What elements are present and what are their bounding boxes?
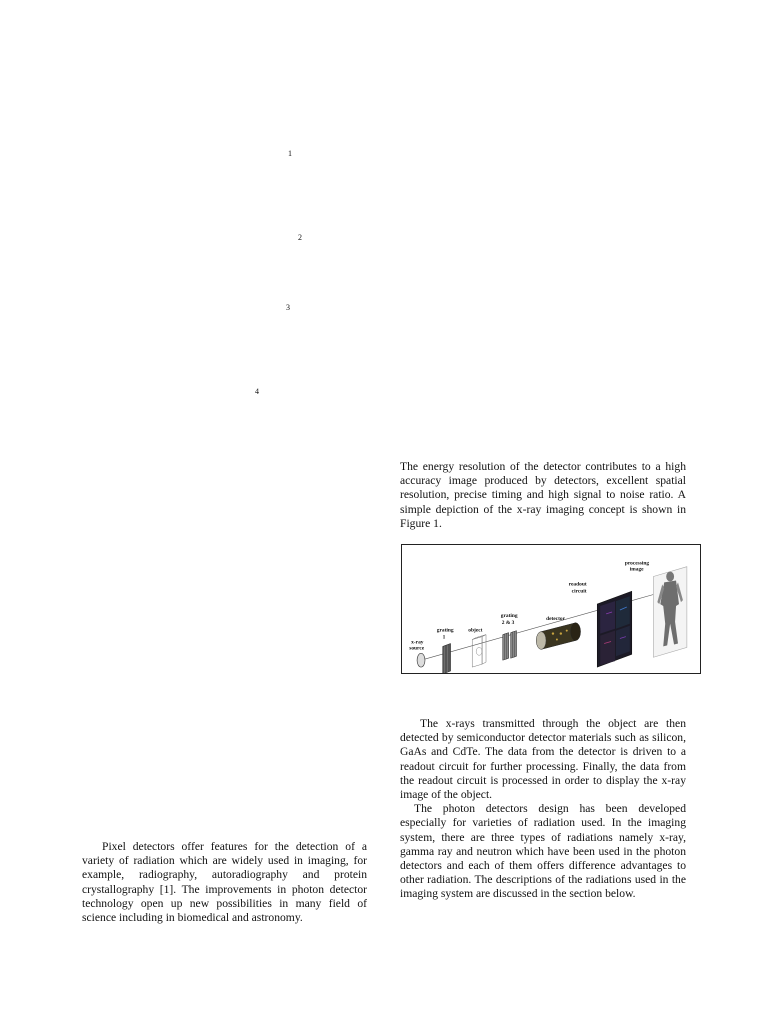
affiliation-mark-4: 4 xyxy=(255,387,259,396)
label-grating-1: grating xyxy=(436,627,454,634)
right-column-bottom xyxy=(400,717,686,902)
detector-shape xyxy=(536,623,580,650)
label-grating-23-num: 2 & 3 xyxy=(501,619,515,626)
object-frame xyxy=(472,637,482,668)
figure-1-xray-imaging-diagram xyxy=(401,544,701,674)
label-processing: processing xyxy=(624,560,650,567)
grating-2-shape xyxy=(503,633,509,661)
right-column-top xyxy=(400,460,686,531)
label-object: object xyxy=(468,627,483,634)
photon-detectors-paragraph: The photon detectors design has been developed especially for varieties of radiation used. In the imaging system, there are three types of radiations namely x-ray, gamma ray and neutron which have been used in the photon detectors and each of them offers difference advantages to other radiation. The descriptions of the radiations used in the imaging system are discussed in the section below. xyxy=(400,802,686,901)
label-processing-2: image xyxy=(629,566,644,573)
processing-image-shape xyxy=(653,567,686,658)
label-grating-23: grating xyxy=(500,612,518,619)
label-detector: detector xyxy=(546,615,565,622)
label-readout: readout xyxy=(568,581,587,588)
label-xray-source-2: source xyxy=(409,645,425,652)
xray-source-shape xyxy=(417,653,425,667)
left-column xyxy=(82,840,367,925)
figure-1-svg xyxy=(402,545,700,673)
readout-circuit-shape xyxy=(597,591,631,667)
intro-paragraph: Pixel detectors offer features for the detection of a variety of radiation which are widely used in imaging, for example, radiography, autoradiography and protein crystallography [1]. The improvements in photon detector technology open up new possibilities in many field of science including in biomedical and astronomy. xyxy=(82,840,367,925)
xray-transmission-paragraph: The x-rays transmitted through the object are then detected by semiconductor detector materials such as silicon, GaAs and CdTe. The data from the detector is driven to a readout circuit for further processing. Finally, the data from the readout circuit is processed in order to display the x-ray image of the object. xyxy=(400,717,686,802)
grating-1-shape xyxy=(443,643,451,673)
affiliation-mark-2: 2 xyxy=(298,233,302,242)
label-xray-source-1: x-ray xyxy=(411,639,424,646)
affiliation-mark-1: 1 xyxy=(288,149,292,158)
grating-3-shape xyxy=(511,631,517,659)
energy-resolution-paragraph: The energy resolution of the detector contributes to a high accuracy image produced by detectors, excellent spatial resolution, precise timing and high signal to noise ratio. A simple depiction of the x-ray imaging concept is shown in Figure 1. xyxy=(400,460,686,530)
affiliation-mark-3: 3 xyxy=(286,303,290,312)
label-readout-2: circuit xyxy=(571,588,587,595)
label-grating-1-num: 1 xyxy=(442,634,446,641)
